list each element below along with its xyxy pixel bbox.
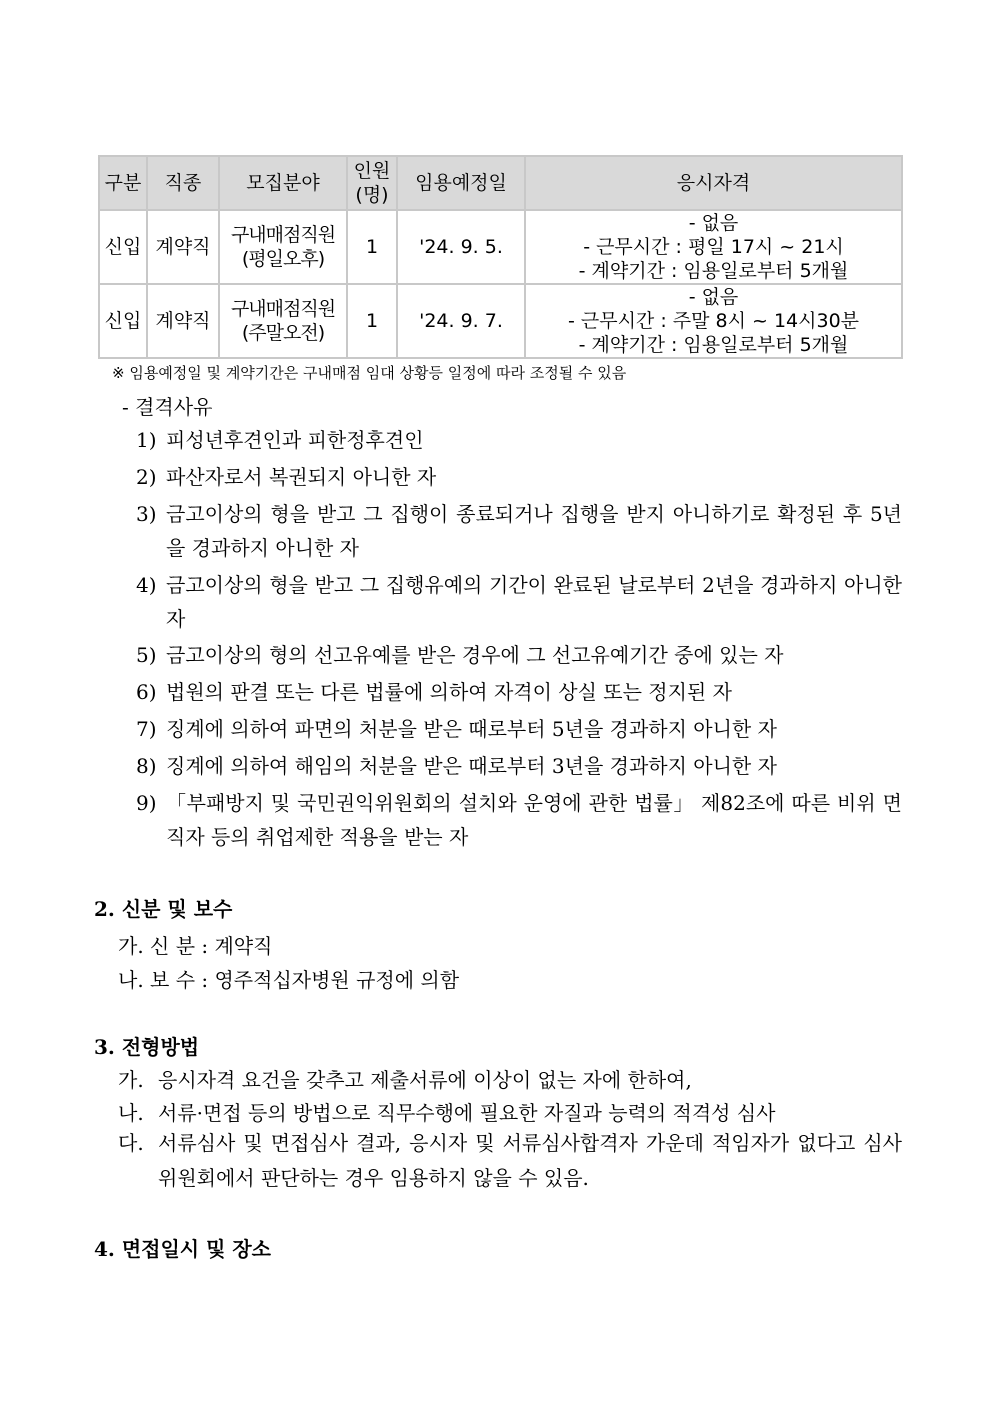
item-number: 7) bbox=[136, 717, 157, 741]
cell-job-type: 계약직 bbox=[147, 284, 219, 358]
item-number: 1) bbox=[136, 428, 157, 452]
pay-line: 나. 보 수 : 영주적십자병원 규정에 의함 bbox=[118, 968, 460, 992]
qualification-line: - 없음 bbox=[688, 212, 739, 234]
item-number: 4) bbox=[136, 573, 157, 597]
list-item bbox=[136, 568, 902, 636]
section-title-status-pay: 2. 신분 및 보수 bbox=[94, 897, 233, 921]
qualification-line: - 근무시간 : 주말 8시 ~ 14시30분 bbox=[567, 310, 860, 332]
header-count: 인원 (명) bbox=[347, 156, 397, 210]
section-title-selection: 3. 전형방법 bbox=[94, 1035, 200, 1059]
qualification-line: - 계약기간 : 임용일로부터 5개월 bbox=[578, 334, 849, 356]
recruitment-table bbox=[98, 155, 903, 359]
cell-count: 1 bbox=[347, 284, 397, 358]
cell-date: '24. 9. 7. bbox=[397, 284, 525, 358]
cell-qualification bbox=[525, 284, 902, 358]
item-number: 2) bbox=[136, 465, 157, 489]
list-item bbox=[136, 497, 902, 565]
header-qualification: 응시자격 bbox=[525, 156, 902, 210]
selection-item-text: 서류심사 및 면접심사 결과, 응시자 및 서류심사합격자 가운데 적임자가 없다고 심사위원회에서 판단하는 경우 임용하지 않을 수 있음. bbox=[158, 1131, 902, 1190]
selection-item bbox=[118, 1126, 902, 1196]
cell-field bbox=[219, 284, 347, 358]
header-field: 모집분야 bbox=[219, 156, 347, 210]
selection-item bbox=[118, 1064, 692, 1093]
selection-item-mark: 다. bbox=[118, 1131, 144, 1155]
field-name: 구내매점직원 bbox=[230, 224, 336, 246]
cell-category: 신입 bbox=[99, 210, 147, 284]
selection-item-mark: 가. bbox=[118, 1068, 144, 1092]
cell-category: 신입 bbox=[99, 284, 147, 358]
list-item bbox=[136, 749, 902, 783]
cell-date: '24. 9. 5. bbox=[397, 210, 525, 284]
field-shift: (평일오후) bbox=[241, 248, 325, 270]
item-text: 금고이상의 형을 받고 그 집행이 종료되거나 집행을 받지 아니하기로 확정된 후 5년을 경과하지 아니한 자 bbox=[166, 502, 902, 560]
item-text: 징계에 의하여 파면의 처분을 받은 때로부터 5년을 경과하지 아니한 자 bbox=[166, 717, 777, 741]
list-item bbox=[136, 638, 902, 672]
cell-field bbox=[219, 210, 347, 284]
item-text: 금고이상의 형의 선고유예를 받은 경우에 그 선고유예기간 중에 있는 자 bbox=[166, 643, 784, 667]
item-text: 「부패방지 및 국민권익위원회의 설치와 운영에 관한 법률」 제82조에 따른 비위 면직자 등의 취업제한 적용을 받는 자 bbox=[166, 791, 902, 849]
selection-item bbox=[118, 1097, 776, 1126]
header-category: 구분 bbox=[99, 156, 147, 210]
item-number: 9) bbox=[136, 791, 157, 815]
table-header-row bbox=[99, 156, 902, 210]
item-text: 징계에 의하여 해임의 처분을 받은 때로부터 3년을 경과하지 아니한 자 bbox=[166, 754, 777, 778]
cell-count: 1 bbox=[347, 210, 397, 284]
header-job-type: 직종 bbox=[147, 156, 219, 210]
cell-job-type: 계약직 bbox=[147, 210, 219, 284]
item-text: 금고이상의 형을 받고 그 집행유예의 기간이 완료된 날로부터 2년을 경과하지 아니한 자 bbox=[166, 573, 902, 631]
item-text: 법원의 판결 또는 다른 법률에 의하여 자격이 상실 또는 정지된 자 bbox=[166, 680, 732, 704]
field-name: 구내매점직원 bbox=[230, 298, 336, 320]
section-title-interview: 4. 면접일시 및 장소 bbox=[94, 1237, 272, 1261]
field-shift: (주말오전) bbox=[241, 322, 325, 344]
list-item bbox=[136, 712, 902, 746]
qualification-line: - 없음 bbox=[688, 286, 739, 308]
selection-item-mark: 나. bbox=[118, 1101, 144, 1125]
list-item bbox=[136, 423, 902, 457]
item-number: 8) bbox=[136, 754, 157, 778]
list-item bbox=[136, 786, 902, 854]
table-row bbox=[99, 284, 902, 358]
status-line: 가. 신 분 : 계약직 bbox=[118, 934, 273, 958]
cell-qualification bbox=[525, 210, 902, 284]
selection-item-text: 응시자격 요건을 갖추고 제출서류에 이상이 없는 자에 한하여, bbox=[158, 1068, 692, 1092]
qualification-line: - 계약기간 : 임용일로부터 5개월 bbox=[578, 260, 849, 282]
list-item bbox=[136, 675, 902, 709]
qualification-line: - 근무시간 : 평일 17시 ~ 21시 bbox=[583, 236, 844, 258]
selection-item-text: 서류·면접 등의 방법으로 직무수행에 필요한 자질과 능력의 적격성 심사 bbox=[158, 1101, 776, 1125]
header-appointment-date: 임용예정일 bbox=[397, 156, 525, 210]
disqualification-title: - 결격사유 bbox=[122, 395, 213, 419]
item-number: 6) bbox=[136, 680, 157, 704]
item-number: 3) bbox=[136, 502, 157, 526]
table-row bbox=[99, 210, 902, 284]
item-number: 5) bbox=[136, 643, 157, 667]
item-text: 피성년후견인과 피한정후견인 bbox=[166, 428, 424, 452]
item-text: 파산자로서 복권되지 아니한 자 bbox=[166, 465, 437, 489]
schedule-note: ※ 임용예정일 및 계약기간은 구내매점 임대 상황등 일정에 따라 조정될 수 있음 bbox=[112, 364, 627, 382]
list-item bbox=[136, 460, 902, 494]
